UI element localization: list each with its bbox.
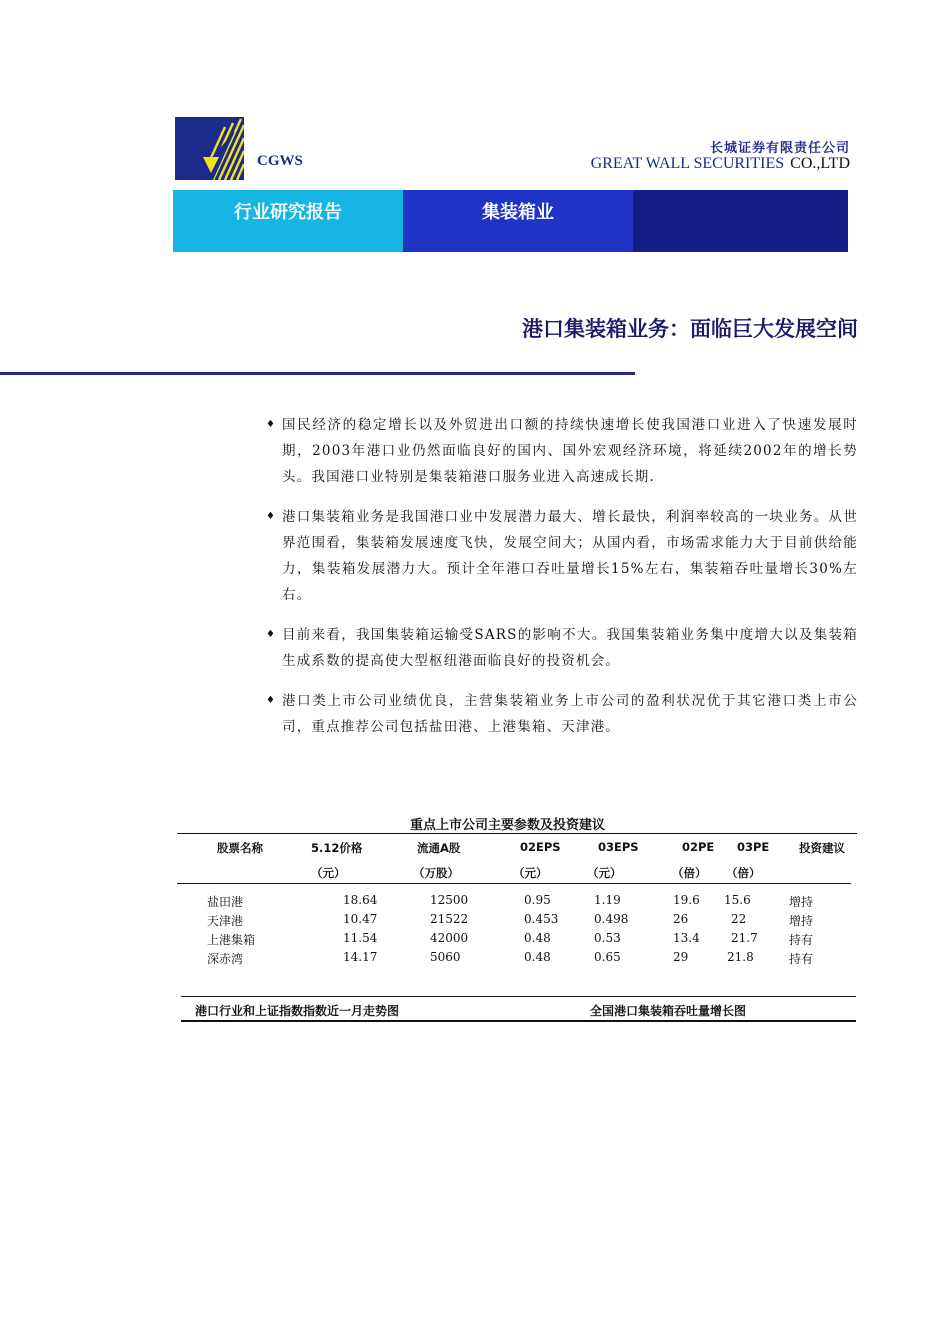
table-cell: 增持 (789, 914, 814, 928)
table-header-rule (177, 883, 851, 884)
col-unit-03eps: （元） (587, 866, 622, 880)
table-cell: 12500 (430, 893, 469, 907)
bullet-diamond-icon: ♦ (266, 511, 277, 522)
table-cell: 18.64 (343, 893, 378, 907)
col-header-03eps: 03EPS (598, 840, 639, 854)
title-divider (0, 372, 635, 375)
table-cell: 13.4 (673, 931, 700, 945)
col-header-02pe: 02PE (682, 840, 715, 854)
table-cell: 盐田港 (207, 895, 244, 909)
col-unit-price: （元） (311, 866, 346, 880)
table-cell: 0.498 (594, 912, 629, 926)
bullet-diamond-icon: ♦ (266, 695, 277, 706)
table-cell: 21522 (430, 912, 469, 926)
table-cell: 10.47 (343, 912, 378, 926)
col-header-name: 股票名称 (217, 841, 263, 855)
summary-bullet (262, 504, 858, 608)
table-cell: 21.7 (731, 931, 758, 945)
logo-text: CGWS (257, 153, 303, 169)
right-chart-caption: 全国港口集装箱吞吐量增长图 (590, 1004, 747, 1018)
table-cell: 26 (673, 912, 689, 926)
table-cell: 0.48 (524, 931, 551, 945)
report-title: 港口集装箱业务：面临巨大发展空间 (522, 317, 858, 341)
logo-emblem-icon (175, 117, 244, 180)
company-name-en (591, 155, 850, 173)
report-type-label: 行业研究报告 (173, 190, 403, 252)
table-cell: 1.19 (594, 893, 621, 907)
table-cell: 29 (673, 950, 689, 964)
banner-filler (633, 190, 848, 252)
bullet-text: 港口集装箱业务是我国港口业中发展潜力最大、增长最快，利润率较高的一块业务。从世界范围看，集装箱发展速度飞快，发展空间大；从国内看，市场需求能力大于目前供给能力，集装箱发展潜力大。预计全年港口吞吐量增长15%左右，集装箱吞吐量增长30%左右。 (282, 509, 858, 603)
table-cell: 0.48 (524, 950, 551, 964)
bullet-text: 目前来看，我国集装箱运输受SARS的影响不大。我国集装箱业务集中度增大以及集装箱生成系数的提高使大型枢纽港面临良好的投资机会。 (282, 627, 858, 669)
table-cell: 19.6 (673, 893, 700, 907)
table-cell: 增持 (789, 895, 814, 909)
table-cell: 22 (731, 912, 747, 926)
table-cell: 上港集箱 (207, 933, 256, 947)
col-unit-float-shares: （万股） (413, 866, 459, 880)
table-caption: 重点上市公司主要参数及投资建议 (410, 818, 606, 833)
summary-bullet (262, 688, 858, 740)
table-cell: 0.453 (524, 912, 559, 926)
summary-bullet (262, 412, 858, 490)
col-header-02eps: 02EPS (520, 840, 561, 854)
table-cell: 42000 (430, 931, 469, 945)
table-cell: 0.95 (524, 893, 551, 907)
summary-bullet (262, 622, 858, 674)
bullet-diamond-icon: ♦ (266, 419, 277, 430)
table-cell: 持有 (789, 933, 814, 947)
col-header-float-shares: 流通A股 (417, 841, 461, 855)
col-header-price: 5.12价格 (311, 841, 363, 855)
col-header-rating: 投资建议 (799, 841, 845, 855)
table-cell: 持有 (789, 952, 814, 966)
table-cell: 0.53 (594, 931, 621, 945)
table-top-rule (177, 833, 857, 834)
chart-section-top-rule (181, 996, 856, 997)
table-cell: 0.65 (594, 950, 621, 964)
company-logo (175, 117, 244, 180)
table-cell: 11.54 (343, 931, 378, 945)
col-unit-03pe: （倍） (726, 866, 761, 880)
col-unit-02eps: （元） (513, 866, 548, 880)
company-name-en-suffix: CO.,LTD (790, 155, 850, 172)
left-chart-caption: 港口行业和上证指数指数近一月走势图 (195, 1004, 400, 1018)
bullet-text: 国民经济的稳定增长以及外贸进出口额的持续快速增长使我国港口业进入了快速发展时期，2003年港口业仍然面临良好的国内、国外宏观经济环境，将延续2002年的增长势头。我国港口业特别是集装箱港口服务业进入高速成长期. (282, 417, 858, 485)
col-header-03pe: 03PE (737, 840, 770, 854)
report-banner (173, 190, 848, 252)
bullet-diamond-icon: ♦ (266, 629, 277, 640)
summary-bullets (262, 412, 858, 754)
table-cell: 天津港 (207, 914, 244, 928)
industry-label: 集装箱业 (403, 190, 633, 252)
table-cell: 21.8 (727, 950, 754, 964)
bullet-text: 港口类上市公司业绩优良，主营集装箱业务上市公司的盈利状况优于其它港口类上市公司，重点推荐公司包括盐田港、上港集箱、天津港。 (282, 693, 858, 735)
col-unit-02pe: （倍） (672, 866, 707, 880)
table-cell: 5060 (430, 950, 461, 964)
chart-section-bottom-rule (181, 1020, 856, 1022)
table-cell: 14.17 (343, 950, 378, 964)
table-cell: 深赤湾 (207, 952, 244, 966)
company-name-en-main: GREAT WALL SECURITIES (590, 155, 785, 172)
table-cell: 15.6 (724, 893, 751, 907)
company-name-cn: 长城证券有限责任公司 (709, 141, 850, 156)
